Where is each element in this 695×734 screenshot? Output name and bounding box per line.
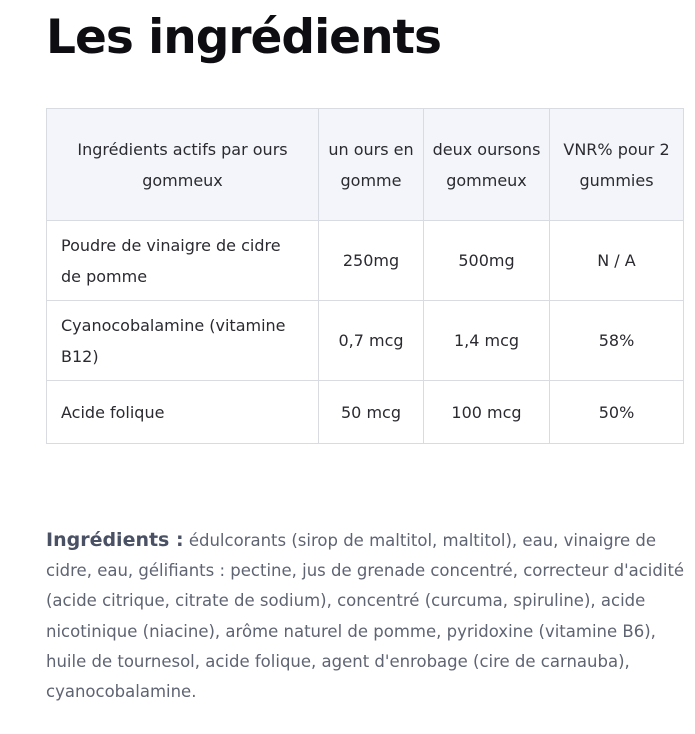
amount-two-gummies: 1,4 mcg: [424, 301, 550, 381]
header-two-gummies: deux oursons gommeux: [424, 109, 550, 221]
vnr-value: 58%: [550, 301, 684, 381]
table-row: [47, 381, 684, 444]
header-active-ingredients: Ingrédients actifs par ours gommeux: [47, 109, 319, 221]
table-row: [47, 221, 684, 301]
ingredient-name: Acide folique: [47, 381, 319, 444]
amount-one-gummy: 0,7 mcg: [319, 301, 424, 381]
amount-one-gummy: 50 mcg: [319, 381, 424, 444]
ingredients-paragraph: [46, 525, 686, 707]
vnr-value: N / A: [550, 221, 684, 301]
ingredients-label: Ingrédients :: [46, 529, 184, 551]
vnr-value: 50%: [550, 381, 684, 444]
amount-two-gummies: 500mg: [424, 221, 550, 301]
amount-one-gummy: 250mg: [319, 221, 424, 301]
table-row: [47, 301, 684, 381]
page-title: Les ingrédients: [46, 10, 441, 65]
ingredient-name: Poudre de vinaigre de cidre de pomme: [47, 221, 319, 301]
ingredients-text: édulcorants (sirop de maltitol, maltitol), eau, vinaigre de cidre, eau, gélifiants : pectine, jus de grenade concentré, correcteur d'acidité (acide citrique, citrate de sodium), concentré (curcuma, spiruline), acide nicotinique (niacine), arôme naturel de pomme, pyridoxine (vitamine B6), huile de tournesol, acide folique, agent d'enrobage (cire de carnauba), cyanocobalamine.: [46, 531, 685, 702]
amount-two-gummies: 100 mcg: [424, 381, 550, 444]
header-one-gummy: un ours en gomme: [319, 109, 424, 221]
ingredient-name: Cyanocobalamine (vitamine B12): [47, 301, 319, 381]
table-header-row: [47, 109, 684, 221]
ingredients-table: [46, 108, 684, 444]
header-vnr: VNR% pour 2 gummies: [550, 109, 684, 221]
